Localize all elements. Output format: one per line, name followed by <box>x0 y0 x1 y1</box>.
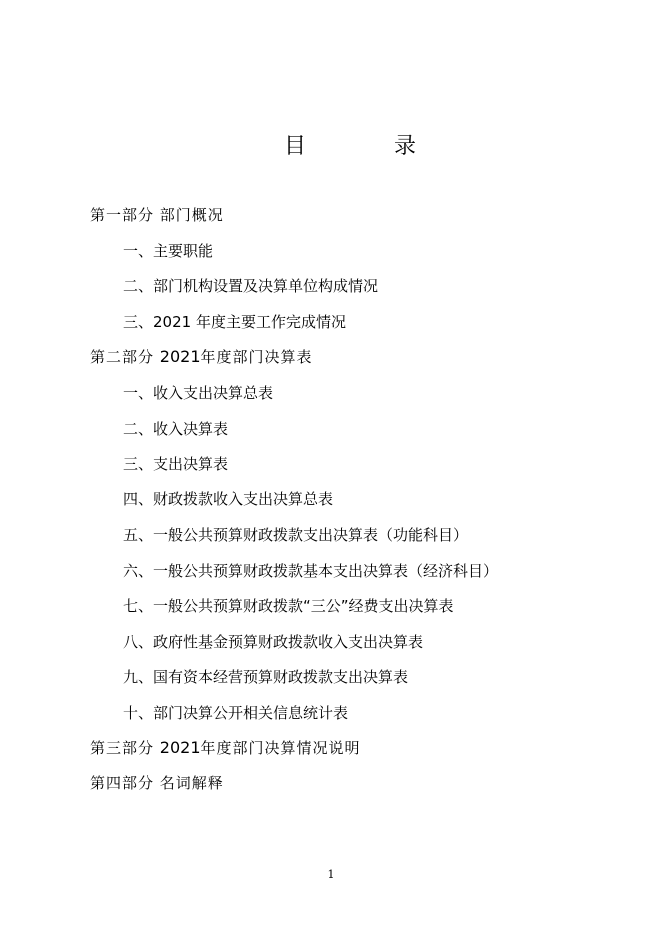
toc-part-label: 第一部分 <box>90 206 155 224</box>
toc-item[interactable]: 二、部门机构设置及决算单位构成情况 <box>123 277 379 295</box>
toc-item[interactable]: 七、一般公共预算财政拨款“三公”经费支出决算表 <box>123 597 454 615</box>
toc-item[interactable]: 四、财政拨款收入支出决算总表 <box>123 490 334 508</box>
toc-item[interactable]: 八、政府性基金预算财政拨款收入支出决算表 <box>123 633 424 651</box>
toc-item[interactable]: 六、一般公共预算财政拨款基本支出决算表（经济科目） <box>123 562 499 580</box>
toc-part-label: 第四部分 <box>90 774 155 792</box>
toc-part-1[interactable] <box>90 205 224 225</box>
toc-part-heading: 年度部门决算表 <box>200 348 313 366</box>
page-number: 1 <box>327 868 335 881</box>
page-title <box>0 132 662 162</box>
title-char-2: 录 <box>394 134 417 159</box>
toc-part-heading: 名词解释 <box>159 774 224 792</box>
toc-part-label: 第二部分 <box>90 348 155 366</box>
toc-item[interactable]: 五、一般公共预算财政拨款支出决算表（功能科目） <box>123 526 469 544</box>
toc-item[interactable]: 九、国有资本经营预算财政拨款支出决算表 <box>123 668 409 686</box>
toc-item[interactable]: 一、收入支出决算总表 <box>123 384 274 402</box>
toc-part-3[interactable] <box>90 738 361 758</box>
toc-part-label: 第三部分 <box>90 739 155 757</box>
toc-item[interactable]: 十、部门决算公开相关信息统计表 <box>123 704 349 722</box>
toc-item[interactable]: 一、主要职能 <box>123 242 214 260</box>
toc-item[interactable]: 二、收入决算表 <box>123 420 229 438</box>
toc-part-year: 2021 <box>159 347 201 366</box>
toc-part-2[interactable] <box>90 347 313 367</box>
toc-part-year: 2021 <box>159 738 201 757</box>
toc-part-heading: 年度部门决算情况说明 <box>200 739 361 757</box>
toc-part-4[interactable] <box>90 773 224 793</box>
toc-item[interactable]: 三、2021 年度主要工作完成情况 <box>123 313 346 331</box>
toc-item[interactable]: 三、支出决算表 <box>123 455 229 473</box>
toc-part-heading: 部门概况 <box>159 206 224 224</box>
title-char-1: 目 <box>284 134 307 159</box>
